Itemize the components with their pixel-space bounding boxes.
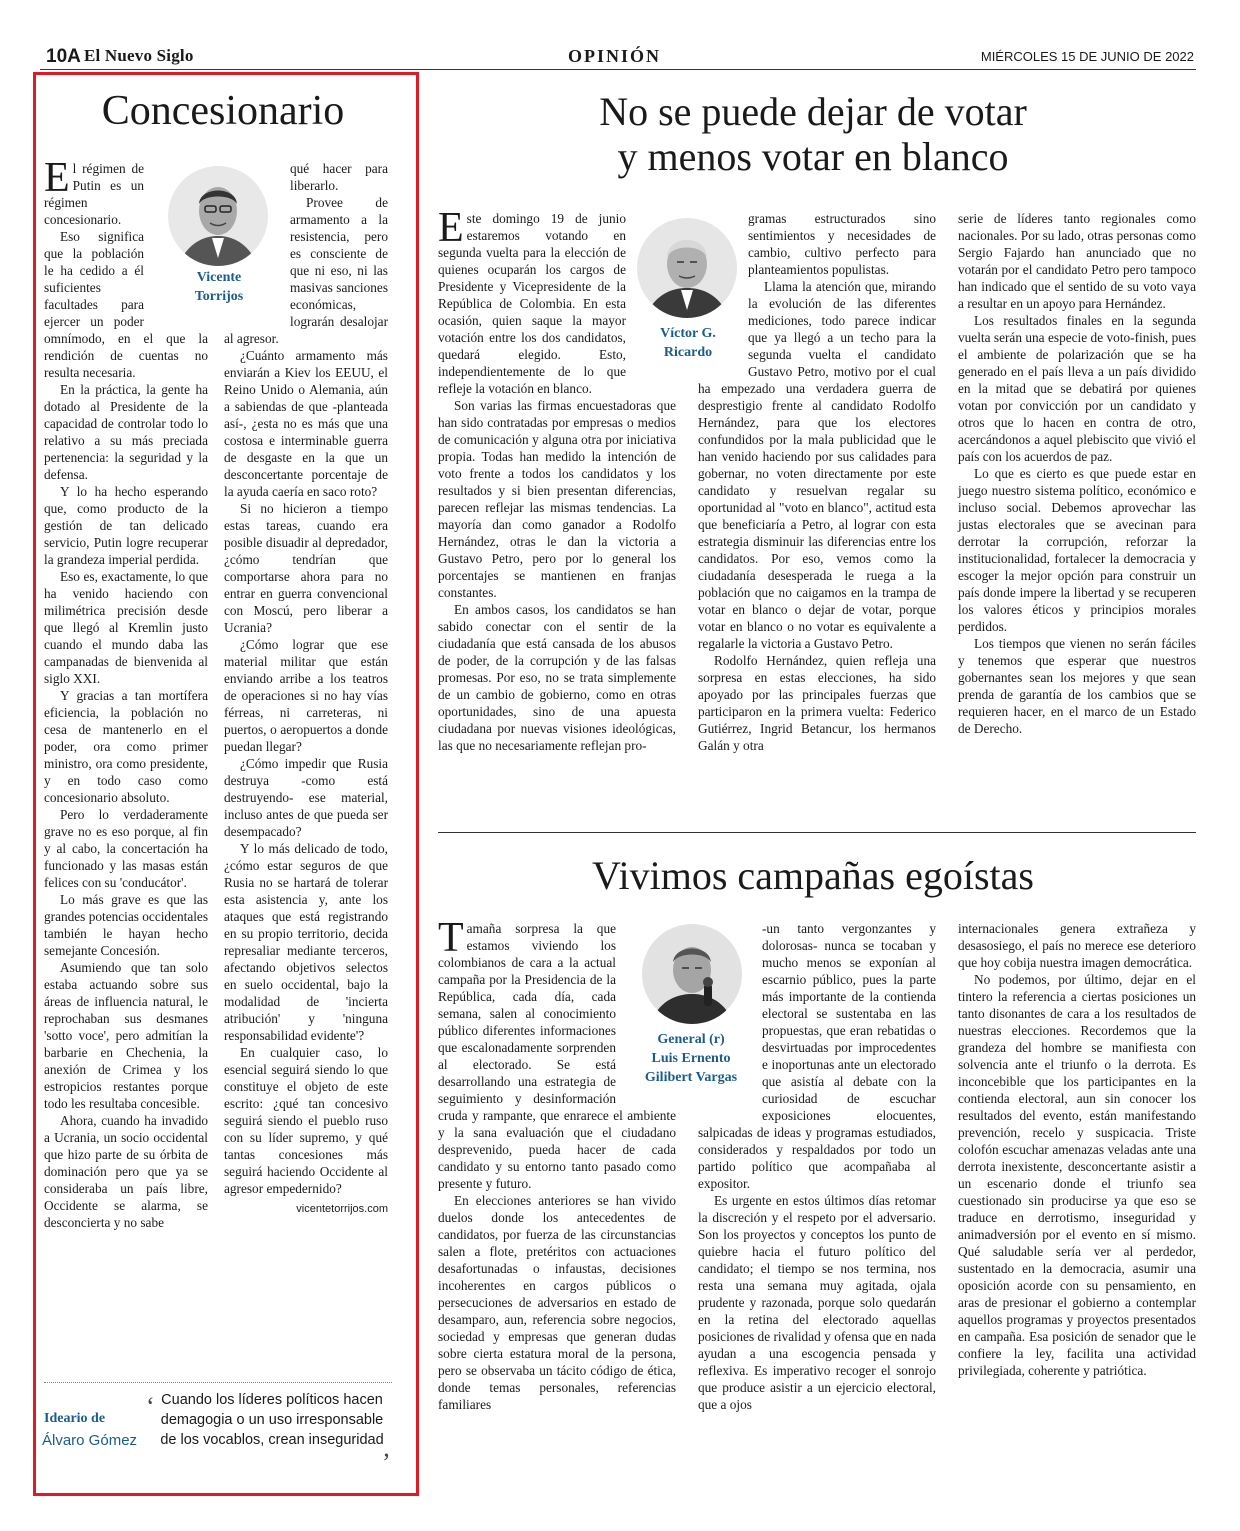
- author-rank: General (r): [657, 1032, 725, 1047]
- paragraph: Lo más grave es que las grandes potencias occidentales también le hayan hecho semejante Concesión.: [44, 892, 208, 958]
- paragraph: Los tiempos que vienen no serán fáciles y tenemos que esperar que nuestros gobernantes sean los mejores y que sean prenda de garantía de los cambios que se requieren hacer, en el marco de un Estado de Derecho.: [958, 636, 1196, 736]
- author-first-name: Víctor G.: [660, 326, 716, 341]
- paragraph: gramas estructurados sino sentimientos y necesidades de cambio, cultivo perfecto para planteamientos populistas.: [748, 211, 936, 277]
- article2-column-2: [698, 210, 936, 754]
- title-line: y menos votar en blanco: [617, 133, 1009, 179]
- paragraph: ¿Cómo lograr que ese material militar que están enviando arribe a los teatros de operaciones si no hay vías férreas, ni carreteras, ni puertos, o aeropuertos a donde puedan llegar?: [224, 637, 388, 754]
- page-number: 10A: [46, 46, 81, 67]
- photo-wrap-space: [698, 210, 748, 370]
- paragraph: Eso es, exactamente, lo que ha venido haciendo con milimétrica precisión desde que llegó al Kremlin justo cuando el mundo daba las campanadas de bienvenida al siglo XXI.: [44, 569, 208, 686]
- author-first-name: Luis Ernento: [651, 1051, 731, 1066]
- section-title: OPINIÓN: [568, 46, 662, 66]
- paragraph: En ambos casos, los candidatos se han sabido conectar con el sentir de la ciudadanía que está cansada de los abusos de poder, de la corrupción y de las falsas promesas. Por eso, no se trata simplemente de un cambio de gobierno, como en otras oportunidades, sino de una apuesta ciudadana por nuevas visiones ideológicas, las que no necesariamente reflejan pro-: [438, 602, 676, 753]
- paragraph: Rodolfo Hernández, quien refleja una sorpresa en estas elecciones, ha sido apoyado por las principales fuerzas que participaron en la primera vuelta: Federico Gutiérrez, Ingrid Betancur, los hermanos Galán y otra: [698, 653, 936, 753]
- paragraph: internacionales genera extrañeza y desasosiego, el país no merece ese deterioro que hoy cobija nuestra imagen democrática.: [958, 921, 1196, 970]
- photo-wrap-space: [144, 160, 208, 322]
- dropcap: E: [44, 155, 70, 201]
- article3-column-1: [438, 915, 676, 1413]
- photo-wrap-space: [626, 210, 676, 396]
- paragraph: Son varias las firmas encuestadoras que han sido contratadas por empresas o medios de comunicación y alguna otra por iniciativa propia. Todas han medido la intención de voto frente a todos los candidatos y los resultados y si bien presentan diferencias, parecen reflejar las mismas tendencias. La mayoría dan como ganador a Rodolfo Hernández, otras le dan la victoria a Gustavo Petro, pero por lo general los porcentajes se mantienen en franjas constantes.: [438, 398, 676, 600]
- paragraph: Eso significa que la población le ha cedido a él suficientes facultades para ejercer un poder omnímodo, en el que la rendición de cuentas no resulta necesaria.: [44, 229, 208, 380]
- paragraph: Provee de armamento a la resistencia, pero es consciente de que ni eso, ni las masivas sanciones económicas, lograrán desalojar al agresor.: [224, 195, 388, 346]
- paragraph: Llama la atención que, mirando la evolución de las diferentes mediciones, todo parece indicar que ya llegó a un techo para la segunda vuelta el candidato Gustavo Petro, motivo por el cual ha empezado una verdadera guerra de desprestigio frente al candidato Rodolfo Hernández, para que los electores confundidos por la mala publicidad que le han venido haciendo por sus calidades para gobernar, no voten directamente por este candidato y resuelvan regalar su oportunidad al "voto en blanco", actitud esta que beneficiaría a Petro, al lograr con esta estrategia disminuir las diferencias entre los candidatos. Por eso, vemos como la ciudadanía desesperada le ruega a la población que no caigamos en la trampa de votar en blanco o dejar de votar, porque votar en blanco o no votar es equivalente a regalarle la victoria a Gustavo Petro.: [698, 279, 936, 651]
- paragraph: En cualquier caso, lo esencial seguirá siendo lo que constituye el objeto de este escrito: ¿qué tan concesivo seguirá siendo el pueblo ruso con su líder supremo, y qué tantas concesiones más seguirá haciendo Occidente al agresor empedernido?: [224, 1045, 388, 1196]
- article-title-campanas: Vivimos campañas egoístas: [592, 853, 1034, 898]
- article3-column-3: [958, 920, 1196, 1379]
- close-quote-mark: ’: [382, 1448, 391, 1477]
- article-separator: [438, 832, 1196, 833]
- paragraph: Y lo más delicado de todo, ¿cómo estar seguros de que Rusia no se hartará de tolerar esta asistencia y, ante los ataques que está registrando en su propio territorio, decida represaliar mediante terceros, afectando objetivos selectos en suelo occidental, bajo la modalidad de 'incierta atribución' y 'ninguna responsabilidad evidente'?: [224, 841, 388, 1043]
- paragraph: Es urgente en estos últimos días retomar la discreción y el respeto por el adversario. Son los proyectos y conceptos los punto de quiebre hacia el futuro político del candidato; el tiempo se nos termina, nos resta una semana muy agitada, ojala prudente y razonada, porque solo quedarán en la retina del electorado aquellas posiciones de rivalidad y ofensa que en nada ayudan a una escogencia pensada y reflexiva. Es imperativo recoger el sonrojo que produce asistir a un ejercicio electoral, que a ojos: [698, 1193, 936, 1412]
- paragraph: ¿Cómo impedir que Rusia destruya -como está destruyendo- ese material, incluso antes de que pueda ser desempacado?: [224, 756, 388, 839]
- photo-wrap-space: [224, 160, 290, 326]
- paragraph: Los resultados finales en la segunda vuelta serán una especie de voto-finish, pues el ambiente de polarización que se ha generado en el país lleva a un país dividido en la mitad que se debatirá por quienes votan por convicción por un candidato y otros que lo hacen en contra de otro, acercándonos a aquel plebiscito que vivió el país con los acuerdos de paz.: [958, 313, 1196, 464]
- paragraph: No podemos, por último, dejar en el tintero la referencia a ciertas posiciones un tanto disonantes de cara a los resultados de nuestras elecciones. Recordemos que la grandeza del hombre se manifiesta con solvencia ante el triunfo o la derrota. Es inconcebible que los participantes en la contienda electoral, aun sin conocer los resultados del evento, están manifestando prevención, recelo y suspicacia. Triste colofón escuchar amenazas veladas ante una derrota inexistente, desconcertante asistir a un escenario donde el triunfo sea cuestionado sin producirse ya que eso se traduce en derrotismo, inseguridad y animadversión por el evento en sí mismo. Qué saludable sería ver al perdedor, sustentado en la democracia, asumir una oposición acorde con su pensamiento, en aras de presionar el gobierno a contemplar aquellos programas y proyectos presentados en campaña. Esa posición de senador que le confiere la ley, facilita una actividad privilegiada, coherente y patriótica.: [958, 972, 1196, 1378]
- author-first-name: Vicente: [196, 270, 242, 285]
- photo-wrap-space: [698, 920, 762, 1110]
- author-website: vicentetorrijos.com: [296, 1203, 388, 1215]
- article2-column-1: [438, 205, 676, 754]
- article-title-votar: [430, 90, 1196, 180]
- ideario-author: Álvaro Gómez: [42, 1432, 138, 1449]
- dropcap: E: [438, 205, 464, 251]
- paragraph: Pero lo verdaderamente grave no es eso porque, al fin y al cabo, la concertación ha funcionado y las masas están felices con su 'conducátor'.: [44, 807, 208, 890]
- author-last-name: Ricardo: [663, 345, 713, 360]
- open-quote-mark: ‘: [146, 1392, 155, 1421]
- author-last-name: Gilibert Vargas: [644, 1070, 738, 1085]
- paragraph: Y lo ha hecho esperando que, como producto de la gestión de tan delicado servicio, Putin logre recuperar la grandeza imperial perdida.: [44, 484, 208, 567]
- paragraph: En la práctica, la gente ha dotado al Presidente de la capacidad de controlar todo lo relativo a su más preciada pertenencia: la seguridad y la defensa.: [44, 382, 208, 482]
- paragraph: Y gracias a tan mortífera eficiencia, la población no cesa de mantenerlo en el poder, ora como primer ministro, ora como presidente, y en todo caso como concesionario absoluto.: [44, 688, 208, 805]
- article1-column-1: [44, 155, 208, 1231]
- paragraph-text: amaña sorpresa la que estamos viviendo los colombianos de cara a la actual campaña por la Presidencia de la República, cada día, cada semana, salen al conocimiento público diferentes informaciones que escalonadamente sorprenden al electorado. Se está desarrollando una estrategia de seguimiento y desinformación cruda y rampante, que enrarece el ambiente y la sana evaluación que el ciudadano desprevenido, pueda hacer de cada candidato y su entorno tanto pasado como presente y futuro.: [438, 921, 676, 1191]
- article1-column-2: [224, 160, 388, 1218]
- paragraph: Si no hicieron a tiempo estas tareas, cuando era posible disuadir al depredador, ¿cómo tendrían que comportarse ahora para no entrar en guerra convencional con Moscú, pero liberar a Ucrania?: [224, 501, 388, 635]
- paragraph: serie de líderes tanto regionales como nacionales. Por su lado, otras personas como Sergio Fajardo han anunciado que no votarán por el candidato Petro pero tampoco han indicado que el sentido de su voto vaya a resultar en un apoyo para Hernández.: [958, 211, 1196, 311]
- ideario-quote: Cuando los líderes políticos hacen demagogia o un uso irresponsable de los vocablos, crean inseguridad: [160, 1392, 384, 1448]
- paragraph-text: l régimen de Putin es un régimen concesionario.: [44, 161, 144, 227]
- paragraph: Asumiendo que tan solo estaba actuando sobre sus áreas de influencia natural, le reprochaban sus desmanes 'sotto voce', pero admitían la barbarie en Chechenia, la anexión de Crimea y los estropicios restantes porque todo les resultaba concesible.: [44, 960, 208, 1111]
- paragraph: qué hacer para liberarlo.: [290, 161, 388, 193]
- paragraph: Ahora, cuando ha invadido a Ucrania, un socio occidental que hizo parte de su órbita de dominación pero que ya se consideraba un país libre, Occidente se alarma, se desconcierta y no sabe: [44, 1113, 208, 1230]
- paragraph: ¿Cuánto armamento más enviarán a Kiev los EEUU, el Reino Unido o Alemania, aún a sabiendas de que -planteada así-, ¿esta no es más que una costosa e interminable guerra de desgaste en la que un desconcertante porcentaje de la ayuda caería en saco roto?: [224, 348, 388, 499]
- article-title-concesionario: Concesionario: [101, 88, 345, 134]
- masthead-rule: [40, 69, 1196, 70]
- photo-wrap-space: [616, 920, 676, 1092]
- issue-date: MIÉRCOLES 15 DE JUNIO DE 2022: [980, 49, 1194, 64]
- article2-column-3: [958, 210, 1196, 737]
- author-last-name: Torrijos: [194, 289, 244, 304]
- ideario-separator: [44, 1382, 392, 1383]
- paragraph: Lo que es cierto es que puede estar en juego nuestro sistema político, económico e incluso social. Debemos aprovechar las justas electorales que se avecinan para derrotar la corrupción, reforzar la institucionalidad, fortalecer la democracia y escoger la mejor opción para construir un país donde impere la libertad y se recuperen los valores éticos y principios morales perdidos.: [958, 466, 1196, 634]
- paragraph: En elecciones anteriores se han vivido duelos donde los antecedentes de candidatos, por fuerza de las circunstancias salen a flote, pretéritos con actuaciones desafortunadas o infaustas, decisiones incoherentes en cargos públicos o persecuciones de adversarios en estado de desamparo, aun, referencia sobre negocios, sociedad y empresas que generan dudas sobre cierta estatura moral de la persona, pero se observaba un tácito código de ética, donde temas personales, referencias familiares: [438, 1193, 676, 1412]
- newspaper-name: El Nuevo Siglo: [84, 46, 194, 65]
- article3-column-2: [698, 920, 936, 1413]
- paragraph-text: ste domingo 19 de junio estaremos votando en segunda vuelta para la elección de quienes ocuparán los cargos de Presidente y Vicepresidente de la República de Colombia. En esta ocasión, quien saque la mayor votación entre los dos candidatos, quedará elegido. Esto, independientemente de lo que refleje la votación en blanco.: [438, 211, 626, 396]
- paragraph: -un tanto vergonzantes y dolorosas- nunca se tocaban y mucho menos se exponían al escarnio público, pues la parte más importante de la contienda electoral se sustentaba en las propuestas, que eran rebatidas o desvirtuadas por improcedentes e inoportunas ante un electorado que asistía al debate con la curiosidad de escuchar exposiciones elocuentes, salpicadas de ideas y programas estudiados, considerados y respaldados por todo un partido político que acompañaba al expositor.: [698, 921, 936, 1191]
- title-line: No se puede dejar de votar: [599, 89, 1027, 134]
- dropcap: T: [438, 915, 464, 961]
- ideario-label: Ideario de: [44, 1411, 106, 1426]
